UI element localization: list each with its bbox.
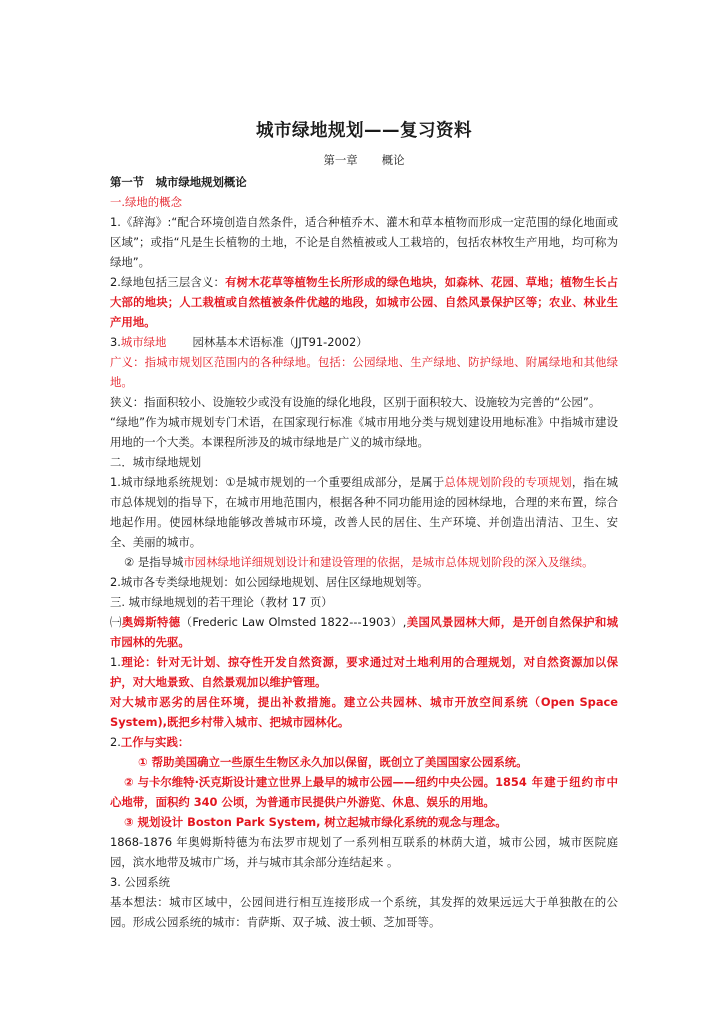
paragraph-central-park bbox=[110, 772, 618, 812]
paragraph-cihai-definition: 1.《辞海》:“配合环境创造自然条件，适合种植乔木、灌木和草本植物而形成一定范围的绿化地面或区域”；或指“凡是生长植物的土地，不论是自然植被或人工栽培的，包括农林牧生产用地，均可称为绿地”。 bbox=[110, 215, 618, 269]
heading-green-planning: 二．城市绿地规划 bbox=[110, 455, 202, 469]
paragraph-special-planning: 2.城市各专类绿地规划：如公园绿地规划、居住区绿地规划等。 bbox=[110, 575, 429, 589]
paragraph-remedy: 对大城市恶劣的居住环境，提出补救措施。建立公共园林、城市开放空间系统（Open Space System),既把乡村带入城市、把城市园林化。 bbox=[110, 695, 618, 729]
olmsted-marker: ㈠ bbox=[110, 615, 122, 629]
olmsted-dates: （Frederic Law Olmsted 1822---1903）, bbox=[180, 615, 407, 629]
paragraph-olmsted bbox=[110, 612, 618, 652]
system-planning-2-highlight: 市园林绿地详细规划设计和建设管理的依据，是城市总体规划阶段的深入及继续。 bbox=[183, 555, 594, 569]
three-meanings-content: 有树木花草等植物生长所形成的绿色地块，如森林、花园、草地；植物生长占大部的地块；人工栽植或自然植被条件优越的地段，如城市公园、自然风景保护区等；农业、林业生产用地。 bbox=[110, 275, 618, 329]
heading-green-space-concept: 一.绿地的概念 bbox=[110, 195, 182, 209]
urban-green-term: 城市绿地 bbox=[120, 335, 167, 349]
practice-label: 工作与实践： bbox=[120, 735, 190, 749]
broad-content: 指城市规划区范围内的各种绿地。包括：公园绿地、生产绿地、防护绿地、附属绿地和其他绿地。 bbox=[110, 355, 618, 389]
broad-label: 广义： bbox=[110, 355, 145, 369]
heading-park-system: 3. 公园系统 bbox=[110, 875, 171, 889]
central-park-lead: ② 与卡尔维特·沃克斯设计建立世界上最早的城市公园——纽约中央公园。 bbox=[124, 775, 496, 789]
olmsted-name: 奥姆斯特德 bbox=[121, 615, 181, 629]
paragraph-broad-definition bbox=[110, 352, 618, 392]
paragraph-park-system: 基本想法：城市区域中，公园间进行相互连接形成一个系统，其发挥的效果远远大于单独散在的公园。形成公园系统的城市：肯萨斯、双子城、波士顿、芝加哥等。 bbox=[110, 895, 618, 929]
paragraph-practice-heading bbox=[110, 732, 618, 752]
urban-green-number: 3. bbox=[110, 335, 121, 349]
theory-content: 理论：针对无计划、掠夺性开发自然资源，要求通过对土地利用的合理规划，对自然资源加以保护，对大地景致、自然景观加以维护管理。 bbox=[110, 655, 618, 689]
document-page bbox=[110, 118, 618, 932]
paragraph-narrow-definition: 狭义：指面积较小、设施较少或没有设施的绿化地段，区别于面积较大、设施较为完善的“公园”。 bbox=[110, 395, 601, 409]
system-planning-lead: 1.城市绿地系统规划：①是城市规划的一个重要组成部分，是属于 bbox=[110, 475, 445, 489]
olmsted-description: 美国风景园林大师，是开创自然保护和城市园林的先驱。 bbox=[110, 615, 618, 649]
document-title: 城市绿地规划——复习资料 bbox=[256, 121, 472, 141]
practice-number: 2. bbox=[110, 735, 121, 749]
paragraph-green-term: “绿地”作为城市规划专门术语，在国家现行标准《城市用地分类与规划建设用地标准》中指城市建设用地的一个大类。本课程所涉及的城市绿地是广义的城市绿地。 bbox=[110, 415, 618, 449]
paragraph-three-meanings bbox=[110, 272, 618, 332]
section-heading: 第一节 城市绿地规划概论 bbox=[110, 175, 247, 189]
paragraph-national-park: ① 帮助美国确立一些原生生物区永久加以保留，既创立了美国国家公园系统。 bbox=[138, 755, 528, 769]
chapter-name: 概论 bbox=[381, 153, 405, 167]
system-planning-highlight: 总体规划阶段的专项规划 bbox=[444, 475, 572, 489]
theory-number: 1. bbox=[110, 655, 121, 669]
paragraph-buffalo: 1868-1876 年奥姆斯特德为布法罗市规划了一系列相互联系的林荫大道，城市公园，城市医院庭园，滨水地带及城市广场，并与城市其余部分连结起来 。 bbox=[110, 835, 618, 869]
paragraph-urban-green-space bbox=[110, 332, 618, 352]
paragraph-system-planning bbox=[110, 472, 618, 552]
paragraph-system-planning-2 bbox=[110, 552, 618, 572]
central-park-detail: 1854 年建于纽约市中心地带，面积约 340 公顷，为普通市民提供户外游览、休息、娱乐的用地。 bbox=[110, 775, 618, 809]
chapter-heading bbox=[110, 150, 618, 170]
paragraph-boston-park: ③ 规划设计 Boston Park System, 树立起城市绿化系统的观念与理念。 bbox=[124, 815, 507, 829]
chapter-number: 第一章 bbox=[323, 153, 358, 167]
heading-theories: 三. 城市绿地规划的若干理论（教材 17 页） bbox=[110, 595, 333, 609]
paragraph-theory bbox=[110, 652, 618, 692]
three-meanings-lead: 2.绿地包括三层含义： bbox=[110, 275, 226, 289]
system-planning-content: ，指在城市总体规划的指导下，在城市用地范围内，根据各种不同功能用途的园林绿地，合理的来布置，综合地起作用。使园林绿地能够改善城市环境，改善人民的居住、生产环境、并创造出清洁、卫生、安全、美丽的城市。 bbox=[110, 475, 618, 549]
urban-green-standard: 园林基本术语标准（JJT91-2002） bbox=[192, 335, 368, 349]
system-planning-2-lead: ② 是指导城 bbox=[124, 555, 184, 569]
